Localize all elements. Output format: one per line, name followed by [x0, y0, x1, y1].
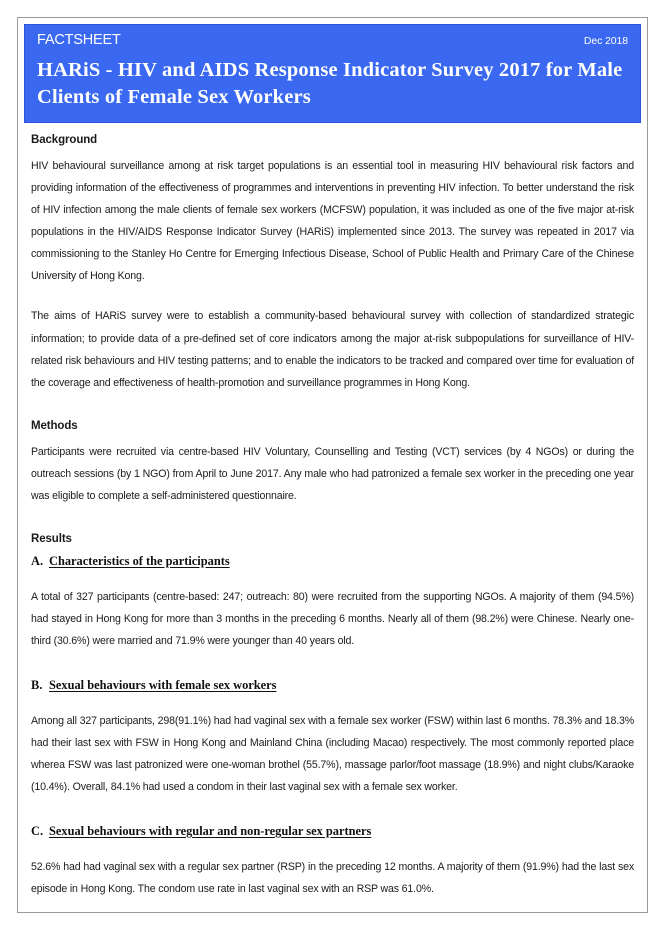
results-item-a-title: Characteristics of the participants — [49, 553, 230, 568]
spacer — [31, 575, 634, 586]
results-item-c-paragraph: 52.6% had had vaginal sex with a regular sex partner (RSP) in the preceding 12 months. A majority of them (91.9%) had the last sex episode in Hong Kong. The condom use rate in last vaginal sex with an RSP was 61.0%. — [31, 860, 634, 895]
spacer — [31, 845, 634, 856]
background-paragraph-2: The aims of HARiS survey were to establish a community-based behavioural survey with collection of standardized strategic information; to provide data of a pre-defined set of core indicators among the major at-risk subpopulations for surveillance of HIV-related risk behaviours and HIV testing patterns; and to enable the indicators to be tracked and compared over time for evaluation of the coverage and effectiveness of health-promotion and surveillance programmes in Hong Kong. — [31, 310, 634, 389]
document-body — [18, 123, 647, 900]
document-page — [17, 17, 648, 913]
methods-paragraph-1: Participants were recruited via centre-based HIV Voluntary, Counselling and Testing (VCT) services (by 4 NGOs) or during the outreach sessions (by 1 NGO) from April to June 2017. Any male who had patronized a female sex worker in the preceding one year was eligible to complete a self-administered questionnaire. — [31, 445, 634, 502]
results-item-c-title: Sexual behaviours with regular and non-regular sex partners — [49, 823, 372, 838]
background-heading: Background — [31, 134, 98, 147]
results-item-a-letter: A. — [31, 553, 44, 568]
results-item-b-title: Sexual behaviours with female sex workers — [49, 677, 277, 692]
page-title: HARiS - HIV and AIDS Response Indicator Survey 2017 for Male Clients of Female Sex Workers — [37, 59, 623, 108]
banner-date: Dec 2018 — [583, 35, 628, 47]
results-item-c-letter: C. — [31, 823, 44, 838]
results-item-a-heading — [31, 554, 634, 569]
background-paragraph-1: HIV behavioural surveillance among at risk target populations is an essential tool in measuring HIV behavioural risk factors and providing information of the effectiveness of programmes and interventions in preventing HIV infection. To better understand the risk of HIV infection among the male clients of female sex workers (MCFSW) population, it was included as one of the five major at-risk populations in the HIV/AIDS Response Indicator Survey (HARiS) implemented since 2013. The survey was repeated in 2017 via commissioning to the Stanley Ho Centre for Emerging Infectious Disease, School of Public Health and Primary Care of the Chinese University of Hong Kong. — [31, 160, 634, 283]
factsheet-banner — [24, 24, 641, 123]
results-item-b-heading — [31, 678, 634, 693]
results-item-b-letter: B. — [31, 677, 43, 692]
banner-top-row — [37, 32, 628, 50]
spacer — [31, 699, 634, 710]
results-heading: Results — [31, 532, 72, 545]
spacer — [31, 652, 634, 678]
results-item-a-paragraph: A total of 327 participants (centre-based: 247; outreach: 80) were recruited from the supporting NGOs. A majority of them (94.5%) had stayed in Hong Kong for more than 3 months in the preceding 6 months. Nearly all of them (98.2%) were Chinese. Nearly one-third (30.6%) were married and 71.9% were younger than 40 years old. — [31, 590, 634, 647]
factsheet-label: FACTSHEET — [37, 32, 121, 48]
spacer — [31, 507, 634, 533]
spacer — [31, 798, 634, 824]
methods-heading: Methods — [31, 419, 78, 432]
results-item-c-heading — [31, 824, 634, 839]
spacer — [31, 287, 634, 305]
spacer — [31, 394, 634, 420]
results-item-b-paragraph: Among all 327 participants, 298(91.1%) had had vaginal sex with a female sex worker (FSW) within last 6 months. 78.3% and 18.3% had their last sex with FSW in Hong Kong and Mainland China (including Macao) respectively. The most commonly reported place wherea FSW was last patronized were one-woman brothel (55.7%), massage parlor/foot massage (18.9%) and night clubs/Karaoke (10.4%). Overall, 84.1% had used a condom in their last vaginal sex with a female sex worker. — [31, 714, 634, 793]
